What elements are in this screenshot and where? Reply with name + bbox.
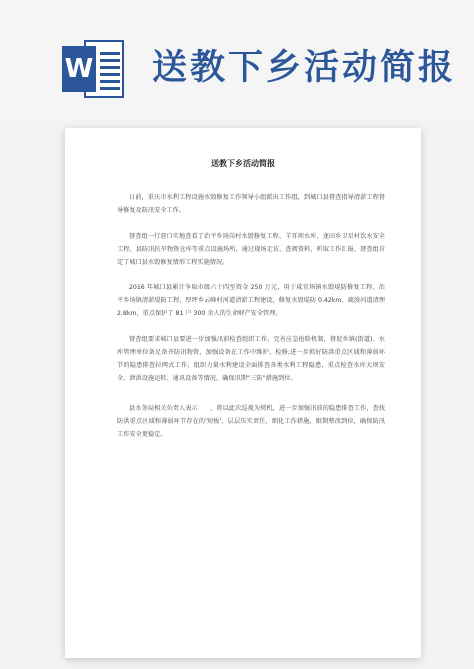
paragraph-3: 2016 年城口县累计争取市级六十四至资金 250 万元，用于咸宜场镇水毁堤防修复工程、治平乡场镇清淤堤防工程、厚坪乡云峰村河道清淤工程建设，修复水毁堤防 0.42km、疏浚河道清理 2.8km，重点保护了 81 户 300 余人的生命财产安全管理。: [117, 284, 385, 317]
banner-title: 送教下乡活动简报: [152, 48, 457, 88]
paragraph-4: 督查组要求城口县要进一步加强汛前检查组织工作，完善应急抢险机制，督促乡镇(街道)、水库管理单位备足备齐防汛物资，加强设备在工作中维护、检修;进一步抓好防洪重点区域和薄弱环节的隐患排查拉网式工作，组织力量水利建设全面排查各类水利工程隐患，重点检查水库大坝安全、泄洪设施运转、通讯设备等情况，确保汛期“三防”措施到位。: [117, 336, 385, 382]
paragraph-5: 县水务局相关负责人表示 ，将以此次巡视为契机，进一步加强汛前的隐患排查工作，查找防洪重点区域和薄弱环节存在的'短板'，层层压实责任，细化工作措施，限期整改到位，确保防汛工作安全更稳定。: [117, 405, 385, 438]
word-icon: [62, 40, 124, 98]
document-title: 送教下乡活动简报: [211, 159, 275, 168]
document-page: [65, 128, 421, 658]
paragraph-2: 督查组一行窘口实地查看了治平乡场岗村水毁修复工程、羊耳坝水库、龙田乡卫星村饮水安全工程、县防汛抗旱物资仓库等重点设施场所，通过现场走访，查阅资料，听取工作汇报，督查组肯定了城口县水毁修复情形工程实施情况。: [117, 233, 385, 266]
header-banner: [0, 0, 474, 118]
word-letter: W: [62, 46, 96, 92]
paragraph-1: 日前，重庆市水利工程设施水毁修复工作领导小组派出工作组，到城口县督查指导清淤工程督导修复及防汛安全工作。: [117, 194, 385, 214]
